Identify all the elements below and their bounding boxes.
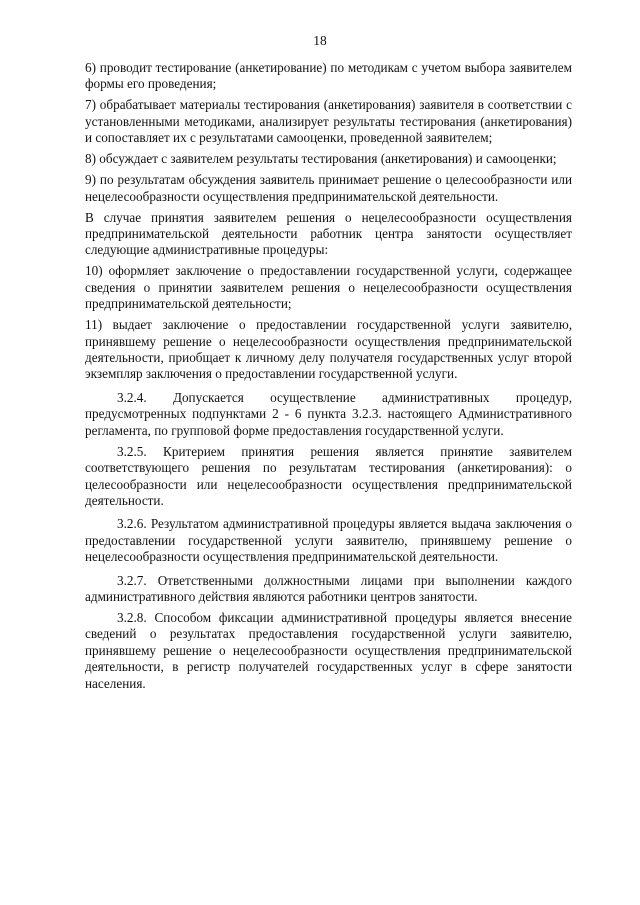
paragraph-3-2-5: 3.2.5. Критерием принятия решения является принятие заявителем соответствующего решения по результатам тестирования (анкетирования): о целесообразности или нецелесообразности осуществления предпринимательской деятельности. xyxy=(85,443,572,508)
paragraph-item-10: 10) оформляет заключение о предоставлении государственной услуги, содержащее сведения о принятии заявителем решения о нецелесообразности осуществления предпринимательской деятельности; xyxy=(85,263,572,312)
paragraph-item-9: 9) по результатам обсуждения заявитель принимает решение о целесообразности или нецелесообразности осуществления предпринимательской деятельности. xyxy=(85,172,572,204)
paragraph-item-11: 11) выдает заключение о предоставлении государственной услуги заявителю, принявшему решение о нецелесообразности осуществления предпринимательской деятельности, приобщает к личному делу получателя государственных услуг второй экземпляр заключения о предоставлении государственной услуги. xyxy=(85,317,572,382)
document-body xyxy=(85,60,572,697)
paragraph-item-6: 6) проводит тестирование (анкетирование) по методикам с учетом выбора заявителем формы его проведения; xyxy=(85,60,572,92)
paragraph-3-2-8: 3.2.8. Способом фиксации административной процедуры является внесение сведений о результатах предоставления государственной услуги заявителю, принявшему решение о нецелесообразности осуществления предпринимательской деятельности, в регистр получателей государственных услуг в сфере занятости населения. xyxy=(85,609,572,691)
paragraph-3-2-4: 3.2.4. Допускается осуществление административных процедур, предусмотренных подпунктами 2 - 6 пункта 3.2.3. настоящего Административного регламента, по групповой форме предоставления государственной услуги. xyxy=(85,389,572,438)
paragraph-3-2-7: 3.2.7. Ответственными должностными лицами при выполнении каждого административного действия являются работники центров занятости. xyxy=(85,572,572,604)
paragraph-item-8: 8) обсуждает с заявителем результаты тестирования (анкетирования) и самооценки; xyxy=(85,151,557,167)
paragraph-item-7: 7) обрабатывает материалы тестирования (анкетирования) заявителя в соответствии с установленными методиками, анализирует результаты тестирования (анкетирования) и сопоставляет их с результатами самооценки, проведенной заявителем; xyxy=(85,97,572,146)
page-number: 18 xyxy=(313,33,327,48)
paragraph-3-2-6: 3.2.6. Результатом административной процедуры является выдача заключения о предоставлении государственной услуги заявителю, принявшему решение о нецелесообразности осуществления предпринимательской деятельности. xyxy=(85,516,572,565)
paragraph-decision-case: В случае принятия заявителем решения о нецелесообразности осуществления предпринимательской деятельности работник центра занятости осуществляет следующие административные процедуры: xyxy=(85,209,572,258)
